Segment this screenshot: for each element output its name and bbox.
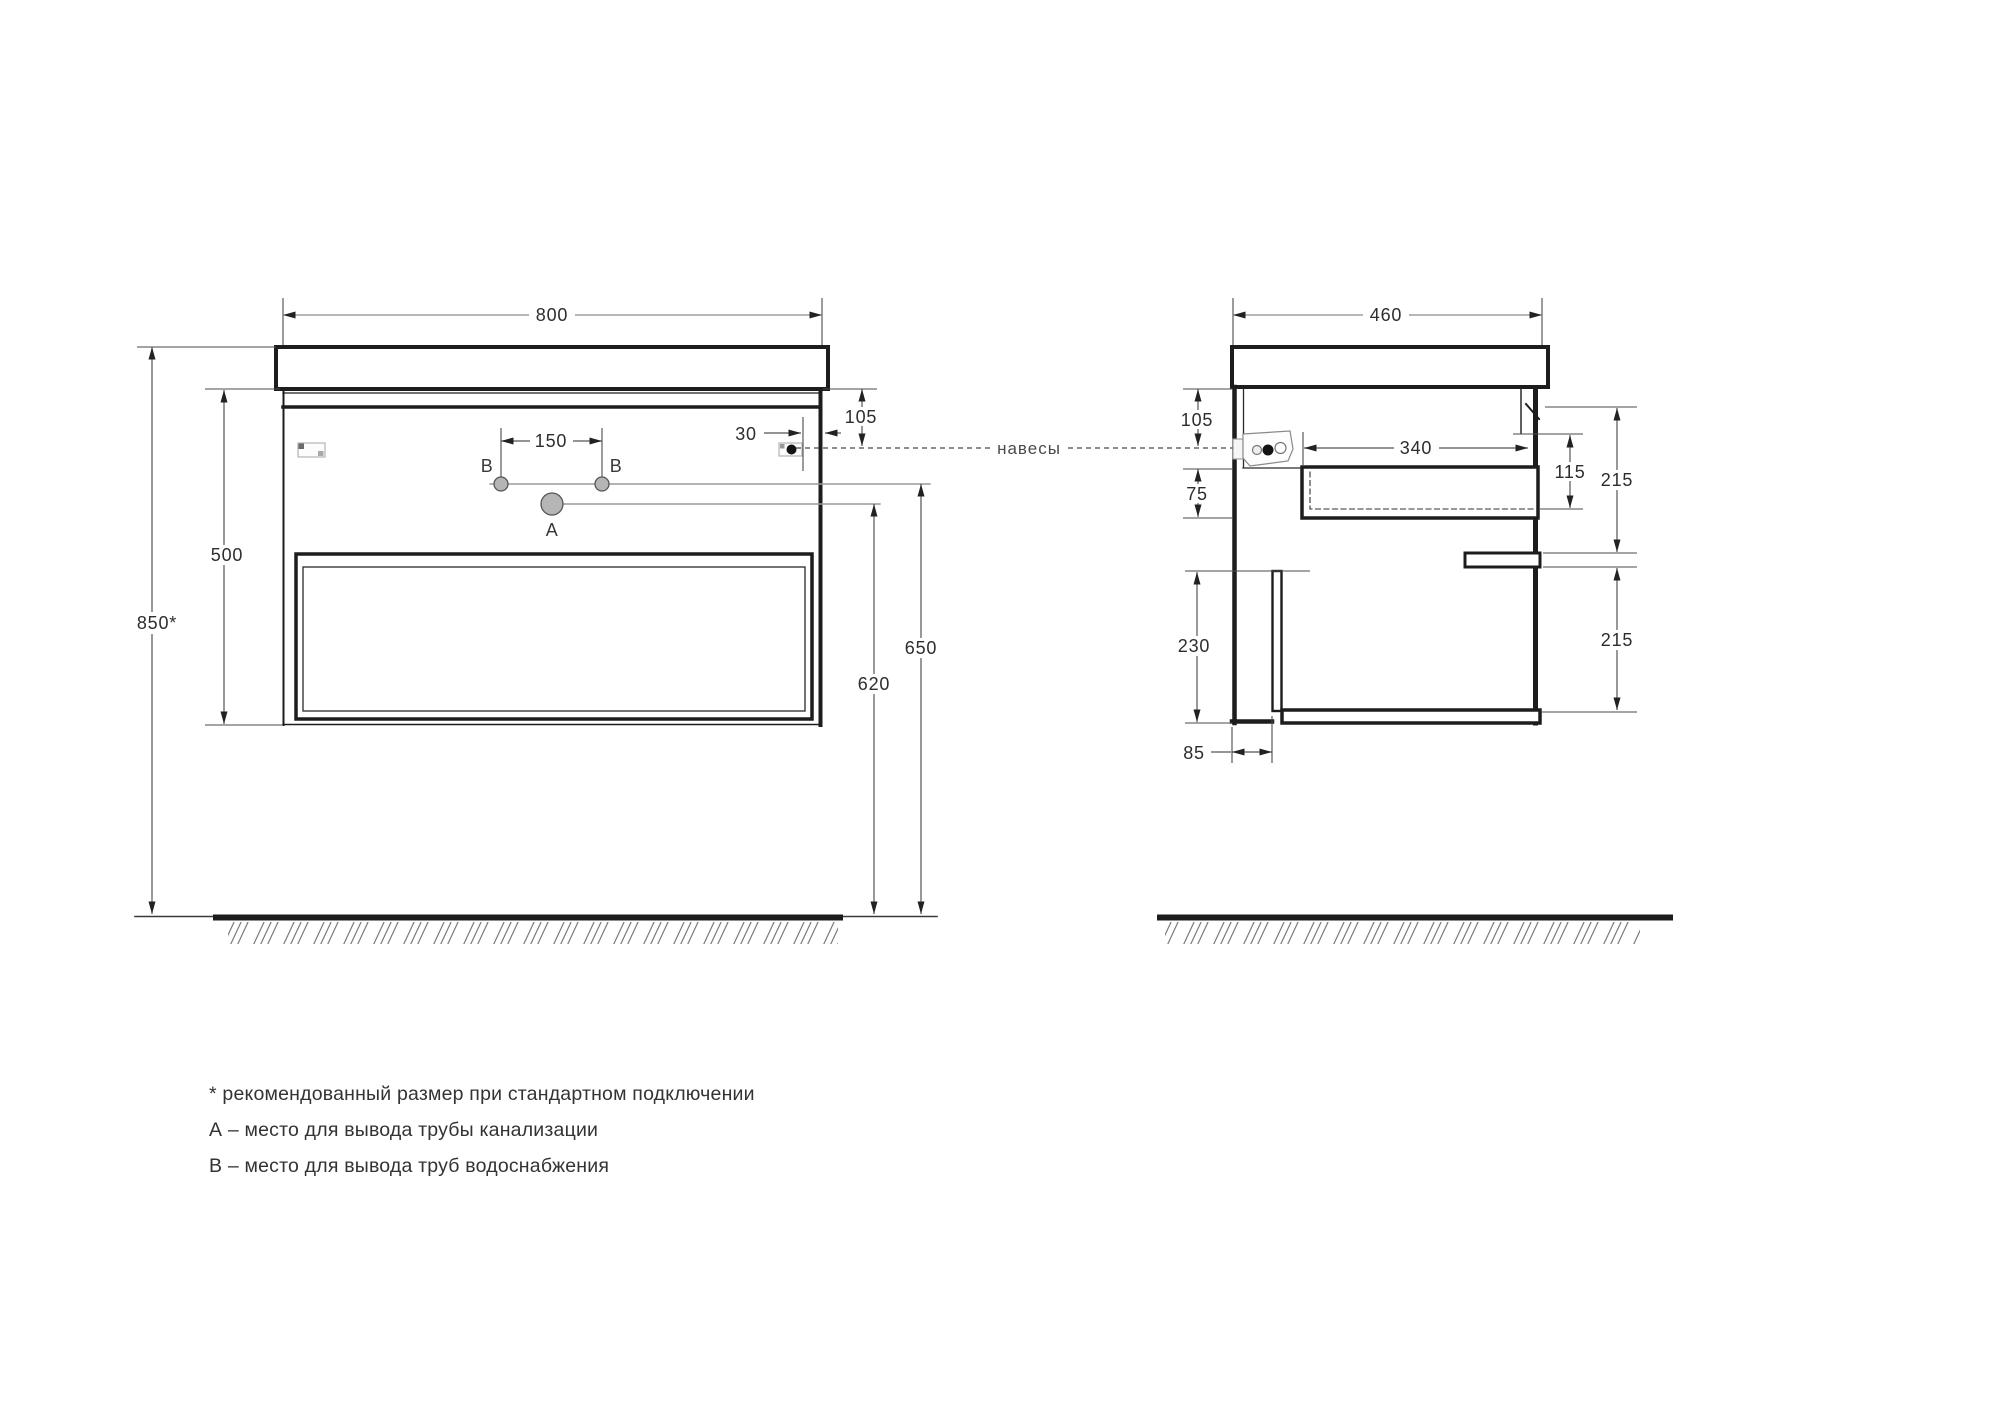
dim-800 (283, 298, 822, 345)
dim-340-label: 340 (1399, 438, 1433, 458)
dim-215-lower (1542, 567, 1639, 712)
dim-850-label: 850* (136, 613, 178, 633)
dim-150 (501, 428, 602, 477)
hole-label-b-right: B (609, 456, 623, 476)
side-hanger-bracket (1233, 431, 1293, 466)
dim-75-label: 75 (1186, 484, 1208, 504)
dim-85-label: 85 (1183, 743, 1205, 763)
hole-b-right (595, 477, 609, 491)
dim-850 (129, 347, 276, 914)
dim-650 (899, 484, 943, 914)
hole-label-a: A (545, 520, 559, 540)
legend-note-asterisk: * рекомендованный размер при стандартном подключении (209, 1083, 755, 1105)
legend-note-a: А – место для вывода трубы канализации (209, 1119, 599, 1141)
dim-115-label: 115 (1554, 462, 1586, 482)
dim-800-label: 800 (535, 305, 569, 325)
dim-75 (1182, 469, 1232, 518)
bracket-hole-left (1253, 446, 1262, 455)
dim-460-label: 460 (1369, 305, 1403, 325)
side-floor-line (1157, 915, 1673, 921)
side-bottom-shelf (1465, 553, 1540, 567)
dim-230-label: 230 (1177, 636, 1211, 656)
bracket-pin-dot (1263, 445, 1274, 456)
dim-30-label: 30 (735, 424, 757, 444)
dim-620-label: 620 (857, 674, 891, 694)
dim-650-label: 650 (904, 638, 938, 658)
hole-label-b-left: B (480, 456, 494, 476)
hangers-callout (796, 439, 1254, 458)
dim-230 (1172, 571, 1310, 723)
legend-notes (209, 1076, 755, 1184)
dim-215-upper-label: 215 (1600, 470, 1634, 490)
front-floor-line (213, 915, 843, 921)
hanger-point-dot (787, 445, 797, 455)
bracket-hole-right (1275, 443, 1286, 454)
hole-a (541, 493, 563, 515)
dim-105-side-label: 105 (1180, 410, 1214, 430)
side-drawer-box (1302, 467, 1538, 518)
dim-105-front-label: 105 (844, 407, 878, 427)
front-countertop (276, 347, 828, 389)
dim-500-label: 500 (210, 545, 244, 565)
front-floor-hatch (228, 922, 838, 944)
side-bottom-panel (1282, 710, 1540, 723)
side-back-divider (1273, 571, 1282, 711)
dim-105-side (1177, 389, 1232, 446)
front-hanger-mark-right (779, 443, 802, 456)
legend-note-b: В – место для вывода труб водоснабжения (209, 1155, 610, 1177)
front-drawer-inner-panel (303, 567, 805, 711)
dim-215-lower-label: 215 (1600, 630, 1634, 650)
hangers-label: навесы (997, 439, 1061, 458)
dim-105-front (823, 389, 882, 446)
hole-b-left (494, 477, 508, 491)
dim-150-label: 150 (534, 431, 568, 451)
dim-460 (1233, 298, 1542, 345)
dim-500 (204, 389, 282, 725)
front-hanger-mark-left (298, 443, 325, 457)
dim-340 (1303, 432, 1528, 465)
side-floor-hatch (1165, 922, 1640, 944)
dim-620 (852, 504, 896, 914)
side-countertop (1232, 347, 1548, 387)
